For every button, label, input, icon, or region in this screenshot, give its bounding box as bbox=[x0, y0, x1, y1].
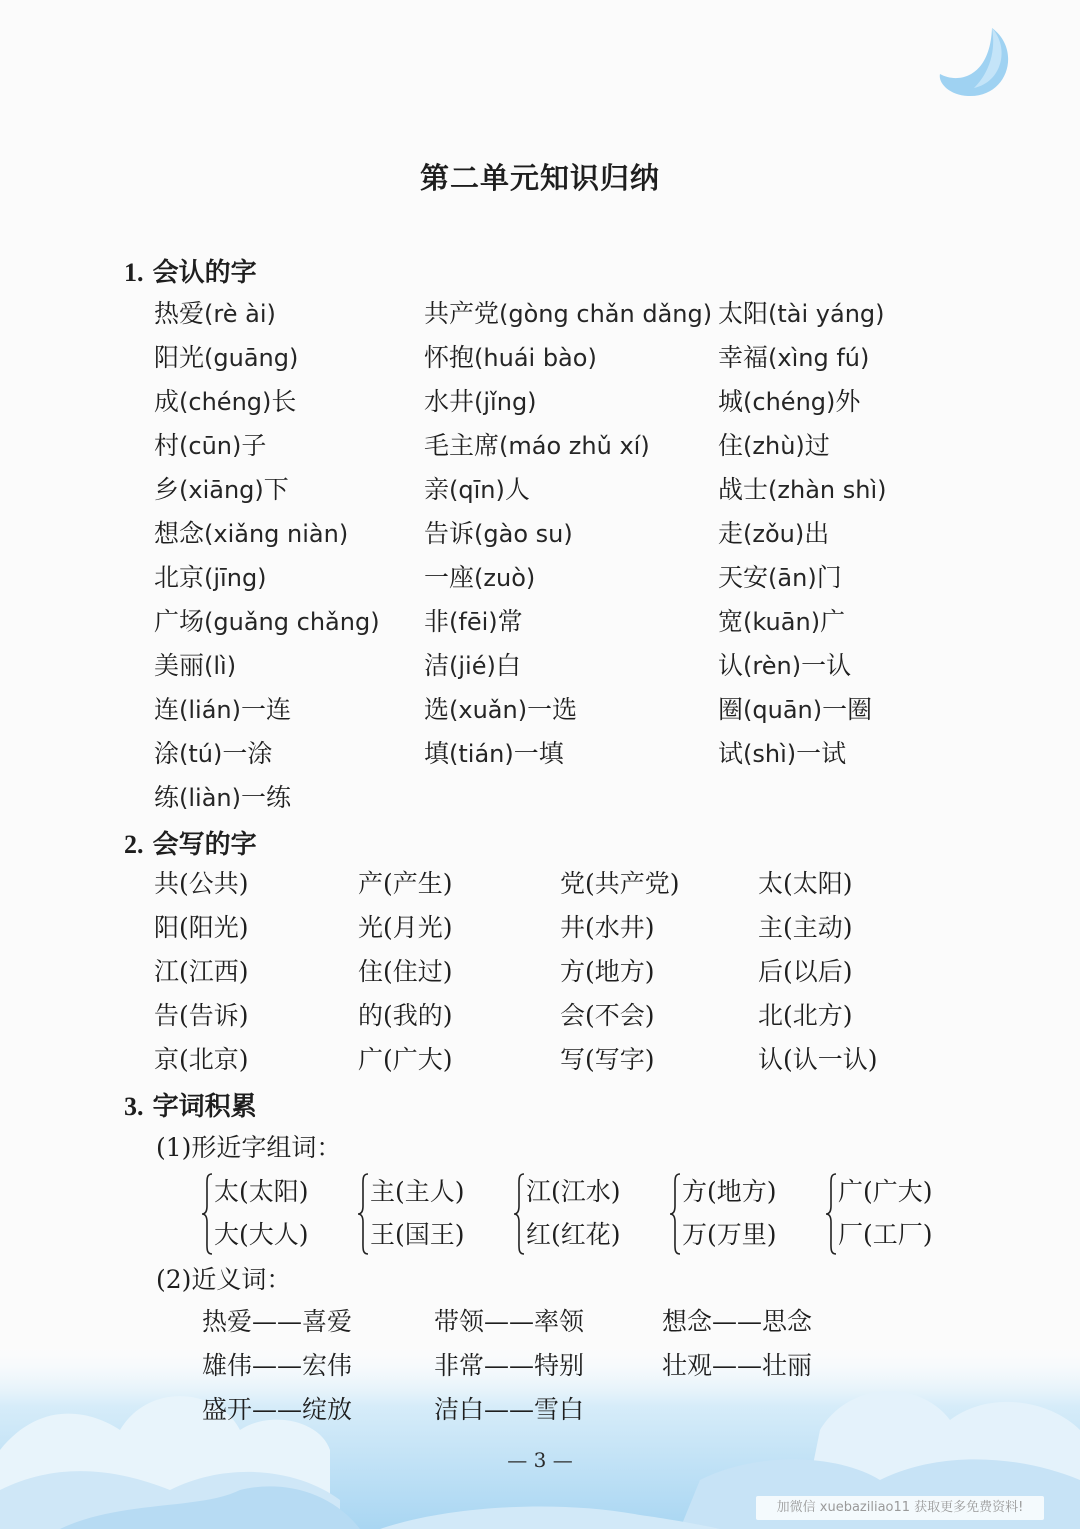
recognize-item bbox=[154, 776, 424, 820]
pinyin: qīn bbox=[458, 476, 496, 504]
group-word: 江(江水) bbox=[526, 1177, 621, 1206]
group-word: 主(主人) bbox=[370, 1177, 465, 1206]
similar-group bbox=[668, 1170, 824, 1258]
character: 乡 bbox=[154, 475, 180, 504]
synonym-pair: 盛开——绽放 bbox=[202, 1395, 353, 1424]
group-word: 太(太阳) bbox=[214, 1177, 309, 1206]
character: 填 bbox=[424, 739, 450, 768]
pinyin: gòng chǎn dǎng bbox=[508, 300, 703, 328]
character: 告诉 bbox=[424, 519, 475, 548]
paren: ) bbox=[807, 564, 817, 592]
paren: ) bbox=[232, 432, 242, 460]
group-word: 红(红花) bbox=[526, 1220, 621, 1249]
pinyin: xìng fú bbox=[777, 344, 860, 372]
brace-icon bbox=[356, 1170, 370, 1258]
section-heading-text: 会写的字 bbox=[152, 830, 257, 860]
write-item: 住(住过) bbox=[358, 957, 453, 986]
recognize-item bbox=[718, 336, 978, 380]
section-heading-text: 会认的字 bbox=[152, 258, 257, 288]
character: 练 bbox=[154, 783, 180, 812]
paren: ( bbox=[768, 300, 778, 328]
paren: ) bbox=[877, 476, 887, 504]
paren: ) bbox=[338, 520, 349, 548]
character: 住 bbox=[718, 431, 744, 460]
synonym-pair: 雄伟——宏伟 bbox=[202, 1351, 353, 1380]
character-suffix: 一认 bbox=[801, 651, 852, 680]
paren: ( bbox=[179, 388, 189, 416]
recognize-item bbox=[154, 380, 424, 424]
paren: ( bbox=[179, 476, 189, 504]
recognize-item bbox=[154, 644, 424, 688]
similar-character-groups bbox=[200, 1170, 980, 1258]
paren: ) bbox=[370, 608, 380, 636]
paren: ) bbox=[289, 344, 299, 372]
watermark: 加微信 xuebaziliao11 获取更多免费资料! bbox=[756, 1496, 1044, 1520]
write-item: 北(北方) bbox=[758, 1001, 853, 1030]
character-suffix: 过 bbox=[804, 431, 830, 460]
paren: ) bbox=[860, 344, 870, 372]
paren: ) bbox=[702, 300, 713, 328]
paren: ( bbox=[449, 740, 459, 768]
character: 亲 bbox=[424, 475, 450, 504]
pinyin: jié bbox=[458, 652, 487, 680]
paren: ) bbox=[795, 432, 805, 460]
write-item: 党(共产党) bbox=[560, 869, 680, 898]
character: 天安 bbox=[718, 563, 769, 592]
pinyin: quān bbox=[752, 696, 813, 724]
character: 广场 bbox=[154, 607, 205, 636]
pinyin: rèn bbox=[752, 652, 792, 680]
recognize-item bbox=[424, 424, 718, 468]
character-suffix: 广 bbox=[820, 607, 846, 636]
recognize-item bbox=[424, 336, 718, 380]
moon-icon bbox=[930, 20, 1020, 100]
page-title: 第二单元知识归纳 bbox=[419, 161, 660, 195]
pinyin: lián bbox=[188, 696, 232, 724]
character-suffix: 一试 bbox=[796, 739, 847, 768]
section-number: 2. bbox=[124, 830, 144, 859]
write-item: 认(认一认) bbox=[758, 1045, 878, 1074]
paren: ) bbox=[226, 652, 237, 680]
pinyin: ān bbox=[777, 564, 808, 592]
paren: ( bbox=[179, 696, 189, 724]
synonym-pair: 壮观——壮丽 bbox=[662, 1351, 813, 1380]
character: 战士 bbox=[718, 475, 769, 504]
group-words bbox=[838, 1170, 933, 1258]
brace-icon bbox=[200, 1170, 214, 1258]
recognize-item bbox=[718, 688, 978, 732]
paren: ( bbox=[499, 300, 509, 328]
section-number: 3. bbox=[124, 1092, 144, 1121]
character-suffix: 一选 bbox=[527, 695, 578, 724]
section-number: 1. bbox=[124, 258, 144, 287]
synonym-pair: 想念——思念 bbox=[662, 1307, 813, 1336]
paren: ) bbox=[262, 388, 272, 416]
recognize-characters-list bbox=[154, 292, 978, 820]
group-words bbox=[526, 1170, 621, 1258]
paren: ( bbox=[449, 652, 459, 680]
recognize-item bbox=[718, 424, 978, 468]
write-item: 方(地方) bbox=[560, 957, 655, 986]
character: 幸福 bbox=[718, 343, 769, 372]
recognize-item bbox=[424, 380, 718, 424]
write-item: 太(太阳) bbox=[758, 869, 853, 898]
similar-group bbox=[512, 1170, 668, 1258]
pinyin: lì bbox=[213, 652, 227, 680]
recognize-item bbox=[718, 644, 978, 688]
paren: ) bbox=[231, 696, 242, 724]
paren: ) bbox=[525, 564, 536, 592]
write-item: 阳(阳光) bbox=[154, 913, 249, 942]
paren: ( bbox=[474, 564, 484, 592]
character: 认 bbox=[718, 651, 744, 680]
character-suffix: 下 bbox=[263, 475, 289, 504]
write-item: 产(产生) bbox=[358, 869, 453, 898]
recognize-item bbox=[718, 512, 978, 556]
pinyin: jǐng bbox=[483, 388, 528, 416]
recognize-item bbox=[424, 292, 718, 336]
paren: ) bbox=[563, 520, 573, 548]
recognize-item bbox=[154, 512, 424, 556]
character: 涂 bbox=[154, 739, 180, 768]
paren: ) bbox=[527, 388, 537, 416]
character: 一座 bbox=[424, 563, 475, 592]
paren: ( bbox=[743, 388, 753, 416]
write-item: 光(月光) bbox=[358, 913, 453, 942]
character: 连 bbox=[154, 695, 180, 724]
subheading-similar-characters: (1)形近字组词： bbox=[156, 1133, 342, 1162]
paren: ( bbox=[449, 608, 459, 636]
character: 太阳 bbox=[718, 299, 769, 328]
character: 洁 bbox=[424, 651, 450, 680]
character: 水井 bbox=[424, 387, 475, 416]
recognize-item bbox=[718, 556, 978, 600]
paren: ) bbox=[640, 432, 650, 460]
character: 阳光 bbox=[154, 343, 205, 372]
recognize-item bbox=[424, 732, 718, 776]
paren: ) bbox=[810, 608, 821, 636]
paren: ( bbox=[179, 432, 189, 460]
paren: ( bbox=[179, 784, 189, 812]
paren: ( bbox=[204, 344, 214, 372]
paren: ) bbox=[488, 608, 498, 636]
pinyin: xiāng bbox=[188, 476, 255, 504]
character-suffix: 白 bbox=[495, 651, 521, 680]
group-word: 大(大人) bbox=[214, 1220, 309, 1249]
character: 城 bbox=[718, 387, 744, 416]
paren: ) bbox=[812, 696, 823, 724]
paren: ) bbox=[786, 740, 797, 768]
paren: ) bbox=[794, 520, 805, 548]
paren: ) bbox=[257, 564, 267, 592]
character: 宽 bbox=[718, 607, 744, 636]
character-suffix: 出 bbox=[804, 519, 830, 548]
pinyin: xiǎng niàn bbox=[213, 520, 339, 548]
group-word: 王(国王) bbox=[370, 1220, 465, 1249]
recognize-item bbox=[154, 556, 424, 600]
paren: ( bbox=[179, 740, 189, 768]
paren: ) bbox=[486, 652, 496, 680]
paren: ( bbox=[204, 300, 214, 328]
section-heading-text: 字词积累 bbox=[152, 1092, 257, 1122]
paren: ( bbox=[474, 520, 484, 548]
group-words bbox=[370, 1170, 465, 1258]
pinyin: jīng bbox=[213, 564, 258, 592]
write-item: 共(公共) bbox=[154, 869, 249, 898]
paren: ( bbox=[743, 696, 753, 724]
write-item: 写(写字) bbox=[560, 1045, 655, 1074]
pinyin: huái bào bbox=[483, 344, 588, 372]
write-item: 主(主动) bbox=[758, 913, 853, 942]
recognize-item bbox=[154, 468, 424, 512]
paren: ( bbox=[768, 344, 778, 372]
write-item: 的(我的) bbox=[358, 1001, 453, 1030]
character-suffix: 人 bbox=[504, 475, 530, 504]
write-item: 京(北京) bbox=[154, 1045, 249, 1074]
recognize-item bbox=[154, 600, 424, 644]
group-words bbox=[214, 1170, 309, 1258]
synonym-pair: 洁白——雪白 bbox=[434, 1395, 585, 1424]
write-item: 告(告诉) bbox=[154, 1001, 249, 1030]
recognize-item bbox=[424, 556, 718, 600]
recognize-item bbox=[154, 424, 424, 468]
character-suffix: 一连 bbox=[241, 695, 292, 724]
paren: ( bbox=[474, 344, 484, 372]
pinyin: chéng bbox=[188, 388, 263, 416]
paren: ( bbox=[743, 652, 753, 680]
write-characters-list bbox=[154, 862, 958, 1082]
paren: ( bbox=[204, 608, 214, 636]
write-item: 江(江西) bbox=[154, 957, 249, 986]
character: 圈 bbox=[718, 695, 744, 724]
recognize-item bbox=[718, 732, 978, 776]
recognize-item bbox=[154, 732, 424, 776]
paren: ( bbox=[768, 476, 778, 504]
paren: ( bbox=[499, 432, 509, 460]
pinyin: fēi bbox=[458, 608, 489, 636]
character: 热爱 bbox=[154, 299, 205, 328]
section-heading-3 bbox=[124, 1086, 257, 1123]
pinyin: cūn bbox=[188, 432, 233, 460]
character: 美丽 bbox=[154, 651, 205, 680]
paren: ( bbox=[743, 432, 753, 460]
pinyin: tú bbox=[188, 740, 214, 768]
write-item: 井(水井) bbox=[560, 913, 655, 942]
paren: ) bbox=[231, 784, 242, 812]
section-heading-2 bbox=[124, 824, 257, 861]
group-word: 万(万里) bbox=[682, 1220, 777, 1249]
brace-icon bbox=[824, 1170, 838, 1258]
similar-group bbox=[200, 1170, 356, 1258]
group-word: 厂(工厂) bbox=[838, 1220, 933, 1249]
character-suffix: 门 bbox=[816, 563, 842, 592]
synonym-pair: 带领——率领 bbox=[434, 1307, 585, 1336]
section-heading-1 bbox=[124, 252, 257, 289]
paren: ( bbox=[449, 476, 459, 504]
character: 村 bbox=[154, 431, 180, 460]
recognize-item bbox=[424, 600, 718, 644]
pinyin: tài yáng bbox=[777, 300, 876, 328]
pinyin: shì bbox=[752, 740, 787, 768]
paren: ( bbox=[743, 608, 753, 636]
synonym-pair: 热爱——喜爱 bbox=[202, 1307, 353, 1336]
group-words bbox=[682, 1170, 777, 1258]
recognize-item bbox=[154, 336, 424, 380]
character: 试 bbox=[718, 739, 744, 768]
character-suffix: 外 bbox=[835, 387, 861, 416]
pinyin: zhù bbox=[752, 432, 796, 460]
character-suffix: 一填 bbox=[513, 739, 564, 768]
recognize-item bbox=[718, 600, 978, 644]
write-item: 后(以后) bbox=[758, 957, 853, 986]
pinyin: guǎng chǎng bbox=[213, 608, 371, 636]
similar-group bbox=[824, 1170, 980, 1258]
subheading-synonyms: (2)近义词： bbox=[156, 1265, 292, 1294]
character: 毛主席 bbox=[424, 431, 500, 460]
recognize-item bbox=[154, 688, 424, 732]
recognize-item bbox=[424, 512, 718, 556]
paren: ) bbox=[517, 696, 528, 724]
recognize-item bbox=[718, 292, 978, 336]
paren: ( bbox=[204, 652, 214, 680]
character-suffix: 一练 bbox=[241, 783, 292, 812]
recognize-item bbox=[424, 468, 718, 512]
paren: ( bbox=[449, 696, 459, 724]
paren: ) bbox=[495, 476, 505, 504]
pinyin: rè ài bbox=[213, 300, 267, 328]
character-suffix: 一圈 bbox=[822, 695, 873, 724]
character: 选 bbox=[424, 695, 450, 724]
synonym-pair: 非常——特别 bbox=[434, 1351, 585, 1380]
pinyin: zǒu bbox=[752, 520, 795, 548]
write-item: 广(广大) bbox=[358, 1045, 453, 1074]
pinyin: gào su bbox=[483, 520, 564, 548]
pinyin: zhàn shì bbox=[777, 476, 878, 504]
group-word: 广(广大) bbox=[838, 1177, 933, 1206]
paren: ( bbox=[474, 388, 484, 416]
brace-icon bbox=[512, 1170, 526, 1258]
recognize-item bbox=[718, 380, 978, 424]
paren: ( bbox=[743, 520, 753, 548]
paren: ) bbox=[266, 300, 276, 328]
recognize-item bbox=[424, 688, 718, 732]
pinyin: xuǎn bbox=[458, 696, 518, 724]
write-item: 会(不会) bbox=[560, 1001, 655, 1030]
pinyin: máo zhǔ xí bbox=[508, 432, 641, 460]
paren: ) bbox=[213, 740, 223, 768]
recognize-item bbox=[154, 292, 424, 336]
paren: ( bbox=[204, 564, 214, 592]
character-suffix: 一涂 bbox=[222, 739, 273, 768]
brace-icon bbox=[668, 1170, 682, 1258]
pinyin: liàn bbox=[188, 784, 232, 812]
character-suffix: 子 bbox=[241, 431, 267, 460]
paren: ( bbox=[204, 520, 214, 548]
character: 北京 bbox=[154, 563, 205, 592]
pinyin: chéng bbox=[752, 388, 827, 416]
pinyin: zuò bbox=[483, 564, 526, 592]
recognize-item bbox=[718, 468, 978, 512]
paren: ) bbox=[587, 344, 597, 372]
paren: ) bbox=[791, 652, 802, 680]
pinyin: guāng bbox=[213, 344, 289, 372]
pinyin: kuān bbox=[752, 608, 811, 636]
paren: ) bbox=[875, 300, 885, 328]
paren: ( bbox=[743, 740, 753, 768]
synonym-list bbox=[202, 1300, 862, 1432]
character: 共产党 bbox=[424, 299, 500, 328]
page-number: — 3 — bbox=[507, 1448, 573, 1472]
paren: ( bbox=[768, 564, 778, 592]
paren: ) bbox=[254, 476, 264, 504]
character: 想念 bbox=[154, 519, 205, 548]
character: 成 bbox=[154, 387, 180, 416]
character: 走 bbox=[718, 519, 744, 548]
character: 非 bbox=[424, 607, 450, 636]
similar-group bbox=[356, 1170, 512, 1258]
paren: ) bbox=[826, 388, 836, 416]
character-suffix: 常 bbox=[497, 607, 523, 636]
recognize-item bbox=[424, 644, 718, 688]
character: 怀抱 bbox=[424, 343, 475, 372]
paren: ) bbox=[504, 740, 514, 768]
group-word: 方(地方) bbox=[682, 1177, 777, 1206]
character-suffix: 长 bbox=[271, 387, 297, 416]
pinyin: tián bbox=[458, 740, 505, 768]
